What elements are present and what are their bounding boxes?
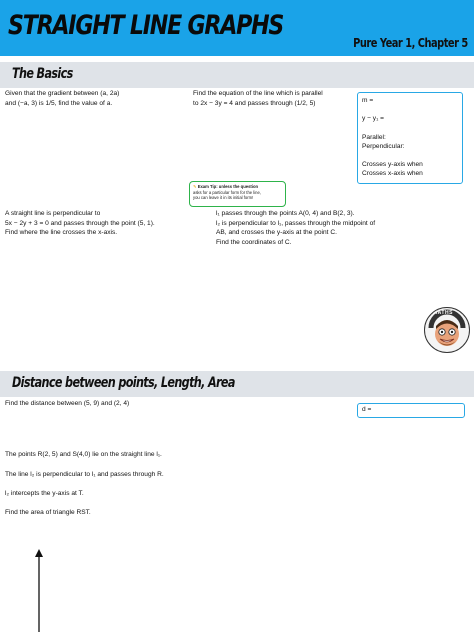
question-area-line: Find the area of triangle RST.	[5, 509, 91, 516]
question-line: A straight line is perpendicular to	[5, 210, 101, 217]
section-title-distance: Distance between points, Length, Area	[12, 375, 235, 391]
distance-formula-box	[357, 403, 465, 418]
question-area-line: The points R(2, 5) and S(4,0) lie on the straight line l₁.	[5, 451, 162, 458]
exam-tip-line: you can leave it in its initial form!	[193, 195, 254, 201]
question-line: 5x − 2y + 3 = 0 and passes through the point (5, 1).	[5, 219, 155, 227]
question-line: Find where the line crosses the x-axis.	[5, 229, 118, 237]
formula-perpendicular: Perpendicular:	[362, 143, 405, 150]
question-area-line: The line l₂ is perpendicular to l₁ and passes through R.	[5, 471, 164, 478]
question-midpoint	[216, 209, 375, 247]
question-perpendicular	[5, 209, 155, 238]
y-axis-arrow	[32, 548, 46, 632]
formula-gradient: m =	[362, 97, 374, 104]
formula-parallel: Parallel:	[362, 134, 386, 141]
section-title-basics: The Basics	[12, 66, 73, 82]
exam-tip-line: Exam Tip: unless the question	[197, 184, 259, 189]
question-area-line: l₂ intercepts the y-axis at T.	[5, 490, 84, 497]
question-line: l₁ passes through the points A(0, 4) and B(2, 3).	[216, 210, 355, 217]
question-gradient	[5, 89, 119, 108]
question-line: Find the coordinates of C.	[216, 238, 292, 246]
formula-y-intercept: Crosses y-axis when	[362, 161, 423, 168]
question-line: AB, and crosses the y-axis at the point C.	[216, 229, 337, 237]
avatar-label: MATHS	[433, 310, 453, 316]
page-subtitle: Pure Year 1, Chapter 5	[353, 36, 468, 50]
question-parallel-line	[193, 89, 323, 108]
question-line: Given that the gradient between (a, 2a)	[5, 90, 120, 97]
question-line: l₂ is perpendicular to l₁, passes through the midpoint of	[216, 219, 376, 227]
page-title: STRAIGHT LINE GRAPHS	[8, 10, 284, 41]
avatar-logo	[424, 307, 470, 353]
question-line: to 2x − 3y = 4 and passes through (1/2, 5)	[193, 99, 316, 107]
exam-tip-line: asks for a particular form for the line,	[193, 189, 261, 195]
exam-tip-text	[193, 184, 261, 201]
exam-tip-box	[189, 181, 286, 207]
question-line: Find the equation of the line which is parallel	[193, 90, 323, 97]
formula-line: y − y₁ =	[362, 115, 385, 122]
formula-box	[357, 92, 463, 184]
distance-formula: d =	[362, 406, 372, 413]
question-distance: Find the distance between (5, 9) and (2, 4)	[5, 400, 130, 407]
formula-x-intercept: Crosses x-axis when	[362, 170, 423, 177]
question-line: and (−a, 3) is 1/5, find the value of a.	[5, 99, 113, 107]
pencil-icon: ✎	[193, 184, 197, 189]
